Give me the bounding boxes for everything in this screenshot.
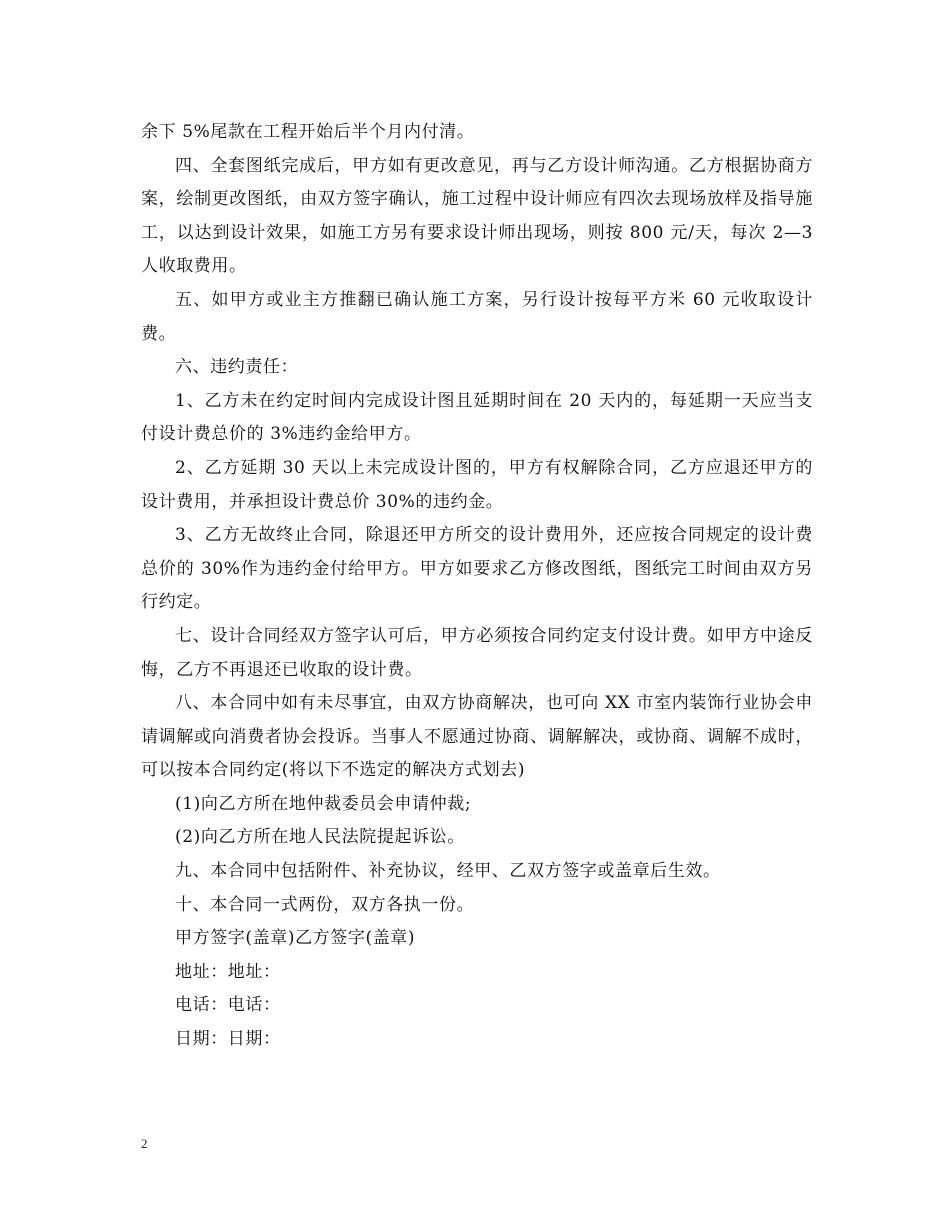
phone-line: 电话：电话： (175, 995, 281, 1016)
paragraph-clause-4-revisions: 四、全套图纸完成后，甲方如有更改意见，再与乙方设计师沟通。乙方根据协商方案，绘制更改图纸，由双方签字确认，施工过程中设计师应有四次去现场放样及指导施工，以达到设计效果，如施工方另有要求设计师出现场，则按 800 元/天，每次 2—3 人收取费用。 (141, 155, 813, 277)
paragraph-balance-payment: 余下 5%尾款在工程开始后半个月内付清。 (141, 122, 475, 142)
paragraph-clause-8: 八、本合同中如有未尽事宜，由双方协商解决，也可向 XX 市室内装饰行业协会申请调解或向消费者协会投诉。当事人不愿通过协商、调解解决，或协商、调解不成时，可以按本合同约定(将以下不选定的解决方式划去) (141, 693, 813, 781)
paragraph-clause-9: 九、本合同中包括附件、补充协议，经甲、乙双方签字或盖章后生效。 (175, 861, 721, 882)
page-number: 2 (141, 1136, 148, 1151)
paragraph-clause-8-option-2: (2)向乙方所在地人民法院提起诉讼。 (175, 827, 465, 848)
paragraph-clause-6-item-1: 1、乙方未在约定时间内完成设计图且延期时间在 20 天内的，每延期一天应当支付设计费总价的 3%违约金给甲方。 (141, 390, 813, 445)
paragraph-clause-10: 十、本合同一式两份，双方各执一份。 (175, 894, 475, 915)
signature-line: 甲方签字(盖章)乙方签字(盖章) (175, 928, 416, 949)
paragraph-clause-6-heading: 六、违约责任： (175, 357, 299, 378)
date-line: 日期：日期： (175, 1029, 281, 1050)
paragraph-clause-7: 七、设计合同经双方签字认可后，甲方必须按合同约定支付设计费。如甲方中途反悔，乙方不再退还已收取的设计费。 (141, 625, 813, 680)
paragraph-clause-8-option-1: (1)向乙方所在地仲裁委员会申请仲裁; (175, 793, 472, 814)
paragraph-clause-5-redesign-fee: 五、如甲方或业主方推翻已确认施工方案，另行设计按每平方米 60 元收取设计费。 (141, 289, 813, 344)
paragraph-clause-6-item-3: 3、乙方无故终止合同，除退还甲方所交的设计费用外，还应按合同规定的设计费总价的 30%作为违约金付给甲方。甲方如要求乙方修改图纸，图纸完工时间由双方另行约定。 (141, 525, 813, 613)
document-body (141, 116, 813, 1057)
paragraph-clause-6-item-2: 2、乙方延期 30 天以上未完成设计图的，甲方有权解除合同，乙方应退还甲方的设计费用，并承担设计费总价 30%的违约金。 (141, 457, 813, 512)
address-line: 地址：地址： (175, 961, 281, 982)
